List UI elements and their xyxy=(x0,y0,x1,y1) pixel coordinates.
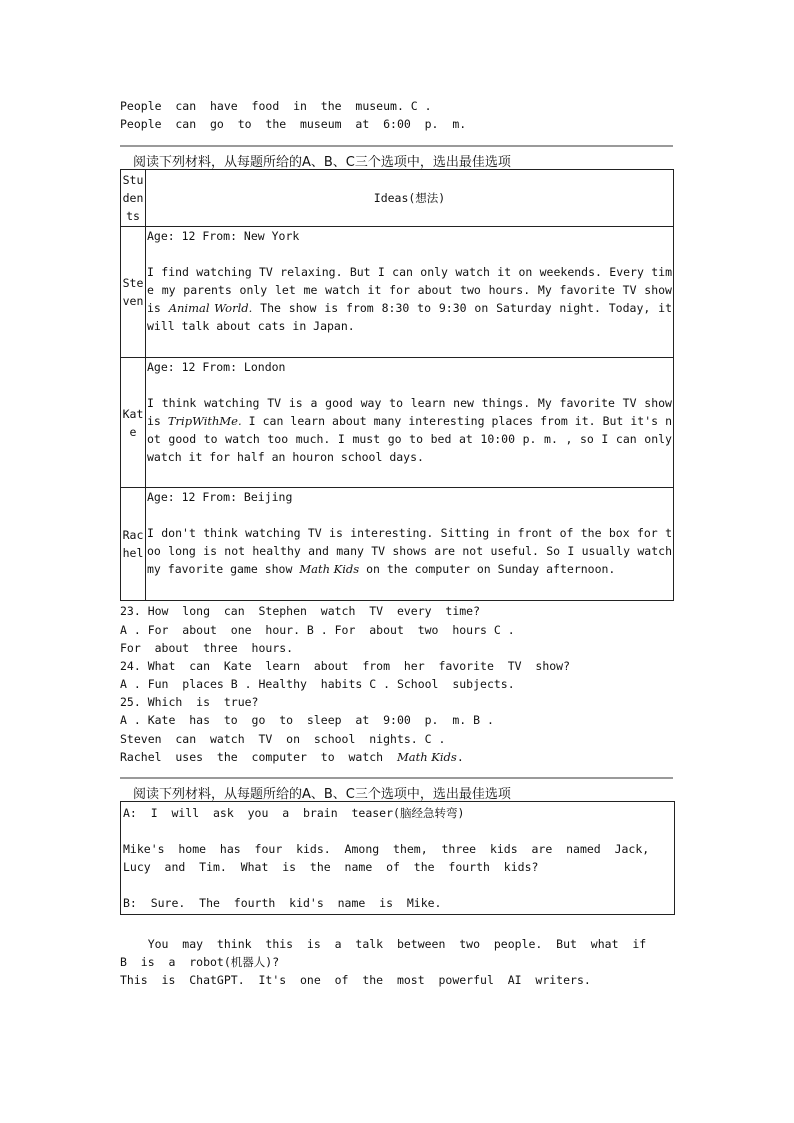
age-line: Age: 12 From: Beijing xyxy=(147,490,293,504)
section-heading: 阅读下列材料，从每题所给的A、B、C三个选项中，选出最佳选项 xyxy=(133,787,511,802)
ideas-text: I find watching TV relaxing. But I can only watch it on weekends. Every time my parents only let me watch it for about two hours. My favorite TV show is Animal World. The show is from 8:30 to 9:30 on Saturday night. Today, it will talk about cats in Japan. xyxy=(147,265,672,333)
question-line: Rachel uses the computer to watch Math Kids. xyxy=(120,750,464,764)
section-heading: 阅读下列材料，从每题所给的A、B、C三个选项中，选出最佳选项 xyxy=(133,155,511,170)
dialogue-box xyxy=(120,801,675,915)
header-ideas: Ideas(想法) xyxy=(146,170,674,227)
student-name: Rachel xyxy=(121,488,146,601)
student-ideas xyxy=(146,358,674,488)
question-line: A . Kate has to go to sleep at 9:00 p. m. B . xyxy=(120,713,494,727)
question-line: A . Fun places B . Healthy habits C . School subjects. xyxy=(120,677,515,691)
option-line: People can have food in the museum. C . xyxy=(120,99,432,113)
body-line: This is ChatGPT. It's one of the most powerful AI writers. xyxy=(120,973,591,987)
header-students: Students xyxy=(121,170,146,227)
ideas-text: I don't think watching TV is interesting. Sitting in front of the box for too long is not healthy and many TV shows are not useful. So I usually watch my favorite game show Math Kids on the computer on Sunday afternoon. xyxy=(147,526,672,576)
dialogue-line-a: A: I will ask you a brain teaser(脑经急转弯) xyxy=(123,806,465,820)
question-line: For about three hours. xyxy=(120,641,294,655)
student-ideas xyxy=(146,488,674,601)
ideas-text: I think watching TV is a good way to learn new things. My favorite TV show is TripWithMe. I can learn about many interesting places from it. But it's not good to watch too much. I must go to bed at 10:00 p. m. , so I can only watch it for half an houron school days. xyxy=(147,396,673,464)
section-divider xyxy=(120,777,673,779)
student-name: Kate xyxy=(121,358,146,488)
body-line: B is a robot(机器人)? xyxy=(120,955,280,969)
dialogue-line: Lucy and Tim. What is the name of the fourth kids? xyxy=(123,860,539,874)
option-line: People can go to the museum at 6:00 p. m. xyxy=(120,117,467,131)
question-line: 23. How long can Stephen watch TV every time? xyxy=(120,604,481,618)
age-line: Age: 12 From: London xyxy=(147,360,286,374)
student-ideas xyxy=(146,227,674,358)
dialogue-line: Mike's home has four kids. Among them, three kids are named Jack, xyxy=(123,842,650,856)
students-table xyxy=(120,169,674,601)
question-line: A . For about one hour. B . For about two hours C . xyxy=(120,623,515,637)
dialogue-line-b: B: Sure. The fourth kid's name is Mike. xyxy=(123,896,442,910)
body-line: You may think this is a talk between two people. But what if xyxy=(120,937,647,951)
question-line: 24. What can Kate learn about from her favorite TV show? xyxy=(120,659,571,673)
age-line: Age: 12 From: New York xyxy=(147,229,300,243)
question-line: 25. Which is true? xyxy=(120,695,259,709)
section-divider xyxy=(120,145,673,147)
question-line: Steven can watch TV on school nights. C . xyxy=(120,732,446,746)
student-name: Steven xyxy=(121,227,146,358)
